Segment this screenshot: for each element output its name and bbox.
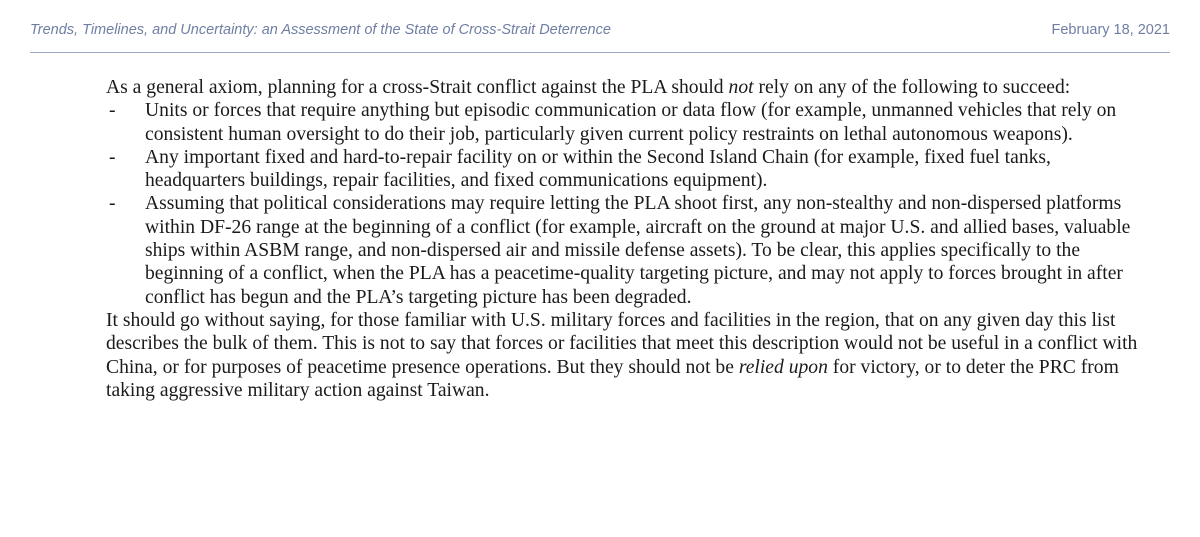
list-item <box>106 192 1146 308</box>
intro-text-before: As a general axiom, planning for a cross-Strait conflict against the PLA should <box>106 77 729 98</box>
bullet-dash: - <box>109 100 116 122</box>
bullet-list <box>106 99 1146 309</box>
list-item <box>106 99 1146 146</box>
closing-emphasis: relied upon <box>738 356 828 378</box>
intro-paragraph <box>106 76 1146 99</box>
list-item <box>106 146 1146 193</box>
closing-text-after: for victory, or to deter the PRC from taking aggressive military action against Taiwan. <box>106 356 1119 401</box>
list-item-text: Units or forces that require anything but episodic communication or data flow (for example, unmanned vehicles that rely on consistent human oversight to do their job, particularly given current policy restraints on lethal autonomous weapons). <box>145 100 1117 145</box>
intro-text-after: rely on any of the following to succeed: <box>753 77 1071 98</box>
list-item-text: Any important fixed and hard-to-repair facility on or within the Second Island Chain (for example, fixed fuel tanks, headquarters buildings, repair facilities, and fixed communications equipment). <box>145 146 1051 192</box>
document-title: Trends, Timelines, and Uncertainty: an Assessment of the State of Cross-Strait Deterrence <box>30 22 611 38</box>
bullet-dash: - <box>109 146 116 168</box>
closing-text-before: It should go without saying, for those familiar with U.S. military forces and facilities in the region, that on any given day this list describes the bulk of them. This is not to say that forces or facilities that meet this description would not be useful in a conflict with China, or for purposes of peacetime presence operations. But they should not be <box>106 309 1138 378</box>
page-header <box>30 0 1170 53</box>
bullet-dash: - <box>109 193 116 215</box>
closing-paragraph <box>106 309 1146 402</box>
document-date: February 18, 2021 <box>1051 22 1170 38</box>
document-body <box>106 76 1146 402</box>
list-item-text: Assuming that political considerations may require letting the PLA shoot first, any non-stealthy and non-dispersed platforms within DF-26 range at the beginning of a conflict (for example, aircraft on the ground at major U.S. and allied bases, valuable ships within ASBM range, and non-dispersed air and missile defense assets). To be clear, this applies specifically to the beginning of a conflict, when the PLA has a peacetime-quality targeting picture, and may not apply to forces brought in after conflict has begun and the PLA’s targeting picture has been degraded. <box>145 193 1131 308</box>
intro-emphasis: not <box>728 77 754 98</box>
